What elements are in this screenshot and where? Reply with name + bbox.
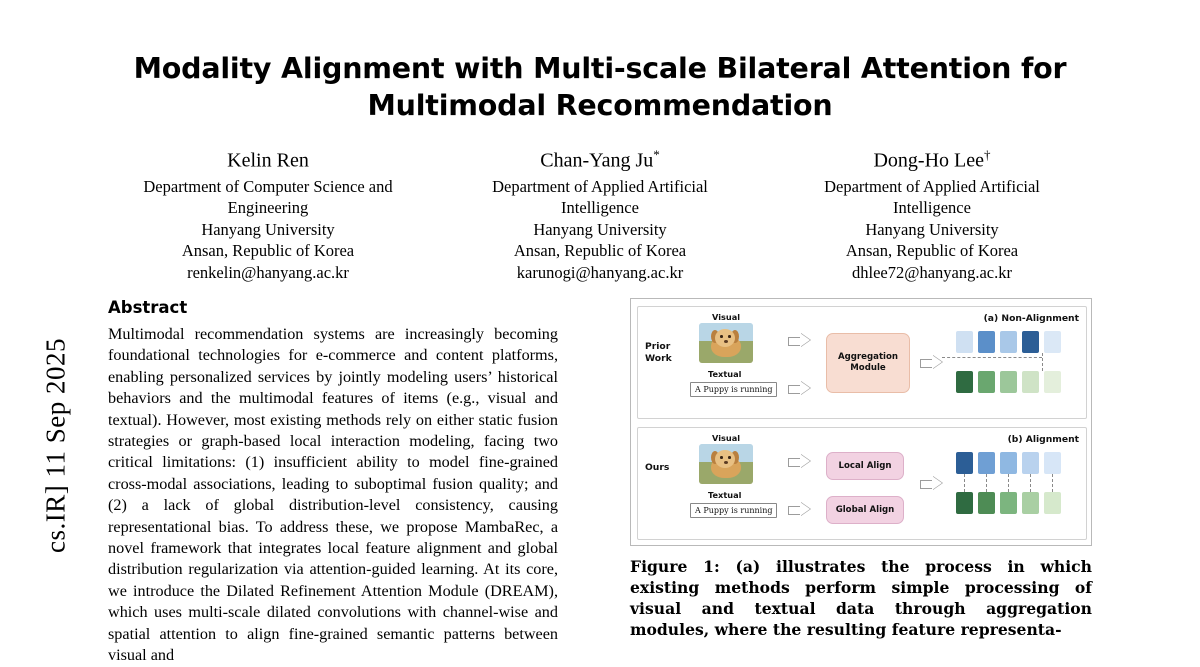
author-affiliation-line1: Department of Applied Artificial <box>824 176 1040 196</box>
feature-green-1 <box>956 371 973 393</box>
text-chip-bottom: A Puppy is running <box>690 503 777 518</box>
feature-blue-3 <box>1000 331 1017 353</box>
feature-blue-1 <box>956 331 973 353</box>
arrow-textual-top <box>788 381 810 396</box>
feature-green-4 <box>1022 371 1039 393</box>
abstract-heading: Abstract <box>108 298 188 317</box>
align-dash-4 <box>1030 474 1031 492</box>
author-affiliation-line1: Department of Applied Artificial <box>492 176 708 196</box>
figure-1 <box>630 298 1092 546</box>
author-email: dhlee72@hanyang.ac.kr <box>852 262 1012 282</box>
arrow-textual-bottom <box>788 502 810 517</box>
arrow-to-features-bottom <box>920 476 942 491</box>
figure-panel-alignment <box>637 427 1087 540</box>
author-1 <box>108 142 428 283</box>
aligned-blue-5 <box>1044 452 1061 474</box>
align-dash-2 <box>986 474 987 492</box>
dash-connector-h <box>942 357 1042 358</box>
dash-connector-v <box>1042 353 1043 371</box>
global-align-module: Global Align <box>826 496 904 524</box>
figure-column <box>630 298 1092 640</box>
row-label-prior-work: Prior Work <box>645 341 672 364</box>
author-name <box>108 142 428 174</box>
aligned-blue-3 <box>1000 452 1017 474</box>
feature-green-3 <box>1000 371 1017 393</box>
aligned-green-3 <box>1000 492 1017 514</box>
align-dash-5 <box>1052 474 1053 492</box>
author-sup: † <box>984 147 991 162</box>
dog-image-bottom <box>699 444 753 484</box>
author-sup: * <box>653 147 660 162</box>
row-label-ours: Ours <box>645 462 670 473</box>
author-email: karunogi@hanyang.ac.kr <box>516 262 684 282</box>
feature-blue-4 <box>1022 331 1039 353</box>
author-affiliation-line2: Intelligence <box>561 198 639 218</box>
arrow-visual-top <box>788 333 810 348</box>
aligned-blue-4 <box>1022 452 1039 474</box>
figure-panel-non-alignment <box>637 306 1087 419</box>
author-location: Ansan, Republic of Korea <box>513 241 687 261</box>
author-affiliation-line2: Intelligence <box>893 198 971 218</box>
aligned-green-2 <box>978 492 995 514</box>
feature-green-5 <box>1044 371 1061 393</box>
author-location: Ansan, Republic of Korea <box>181 241 355 261</box>
author-name <box>772 142 1092 174</box>
author-location: Ansan, Republic of Korea <box>845 241 1019 261</box>
author-institution: Hanyang University <box>865 219 999 239</box>
align-dash-1 <box>964 474 965 492</box>
figure-caption: Figure 1: (a) illustrates the process in which existing methods perform simple processing of visual and textual data through aggregation modules, where the resulting feature representa- <box>630 557 1092 639</box>
dog-image-top <box>699 323 753 363</box>
aligned-blue-2 <box>978 452 995 474</box>
author-3 <box>772 142 1092 283</box>
visual-caption-top: Visual <box>712 312 741 322</box>
feature-blue-5 <box>1044 331 1061 353</box>
aligned-green-4 <box>1022 492 1039 514</box>
textual-caption-bottom: Textual <box>708 490 742 500</box>
aggregation-module: Aggregation Module <box>826 333 910 393</box>
panel-a-label: (a) Non-Alignment <box>983 313 1079 324</box>
visual-caption-bottom: Visual <box>712 433 741 443</box>
author-institution: Hanyang University <box>201 219 335 239</box>
aligned-blue-1 <box>956 452 973 474</box>
author-institution: Hanyang University <box>533 219 667 239</box>
textual-caption-top: Textual <box>708 369 742 379</box>
feature-blue-2 <box>978 331 995 353</box>
author-affiliation-line1: Department of Computer Science and <box>143 176 393 196</box>
author-email: renkelin@hanyang.ac.kr <box>187 262 349 282</box>
aligned-green-5 <box>1044 492 1061 514</box>
arxiv-stamp: cs.IR] 11 Sep 2025 <box>40 338 71 553</box>
panel-b-label: (b) Alignment <box>1007 434 1079 445</box>
abstract-body: Multimodal recommendation systems are increasingly becoming foundational technologies for e-commerce and content platforms, enabling personalized services by jointly modeling users’ historical behaviors and the multimodal features of items (e.g., visual and textual). However, most existing methods rely on either static fusion strategies or graph-based local interaction modeling, facing two critical limitations: (1) insufficient ability to model fine-grained cross-modal associations, leading to suboptimal fusion quality; and (2) a lack of global distribution-level consistency, causing representational bias. To address these, we propose MambaRec, a novel framework that integrates local feature alignment and global distribution regularization via attention-guided learning. At its core, we introduce the Dilated Refinement Attention Module (DREAM), which uses multi-scale dilated convolutions with channel-wise and spatial attention to align fine-grained semantic patterns between visual and <box>108 325 558 665</box>
feature-green-2 <box>978 371 995 393</box>
arrow-visual-bottom <box>788 454 810 469</box>
author-name-text: Dong-Ho Lee <box>873 149 985 172</box>
arrow-to-features-top <box>920 355 942 370</box>
author-2 <box>440 142 760 283</box>
align-dash-3 <box>1008 474 1009 492</box>
aligned-green-1 <box>956 492 973 514</box>
author-name-text: Chan-Yang Ju <box>540 149 654 172</box>
author-name <box>440 142 760 174</box>
abstract-column <box>108 298 558 667</box>
author-affiliation-line2: Engineering <box>227 198 309 218</box>
page-title: Modality Alignment with Multi-scale Bilateral Attention for Multimodal Recommendation <box>133 52 1067 122</box>
text-chip-top: A Puppy is running <box>690 382 777 397</box>
author-name-text: Kelin Ren <box>227 149 309 172</box>
author-block <box>108 142 1092 283</box>
local-align-module: Local Align <box>826 452 904 480</box>
